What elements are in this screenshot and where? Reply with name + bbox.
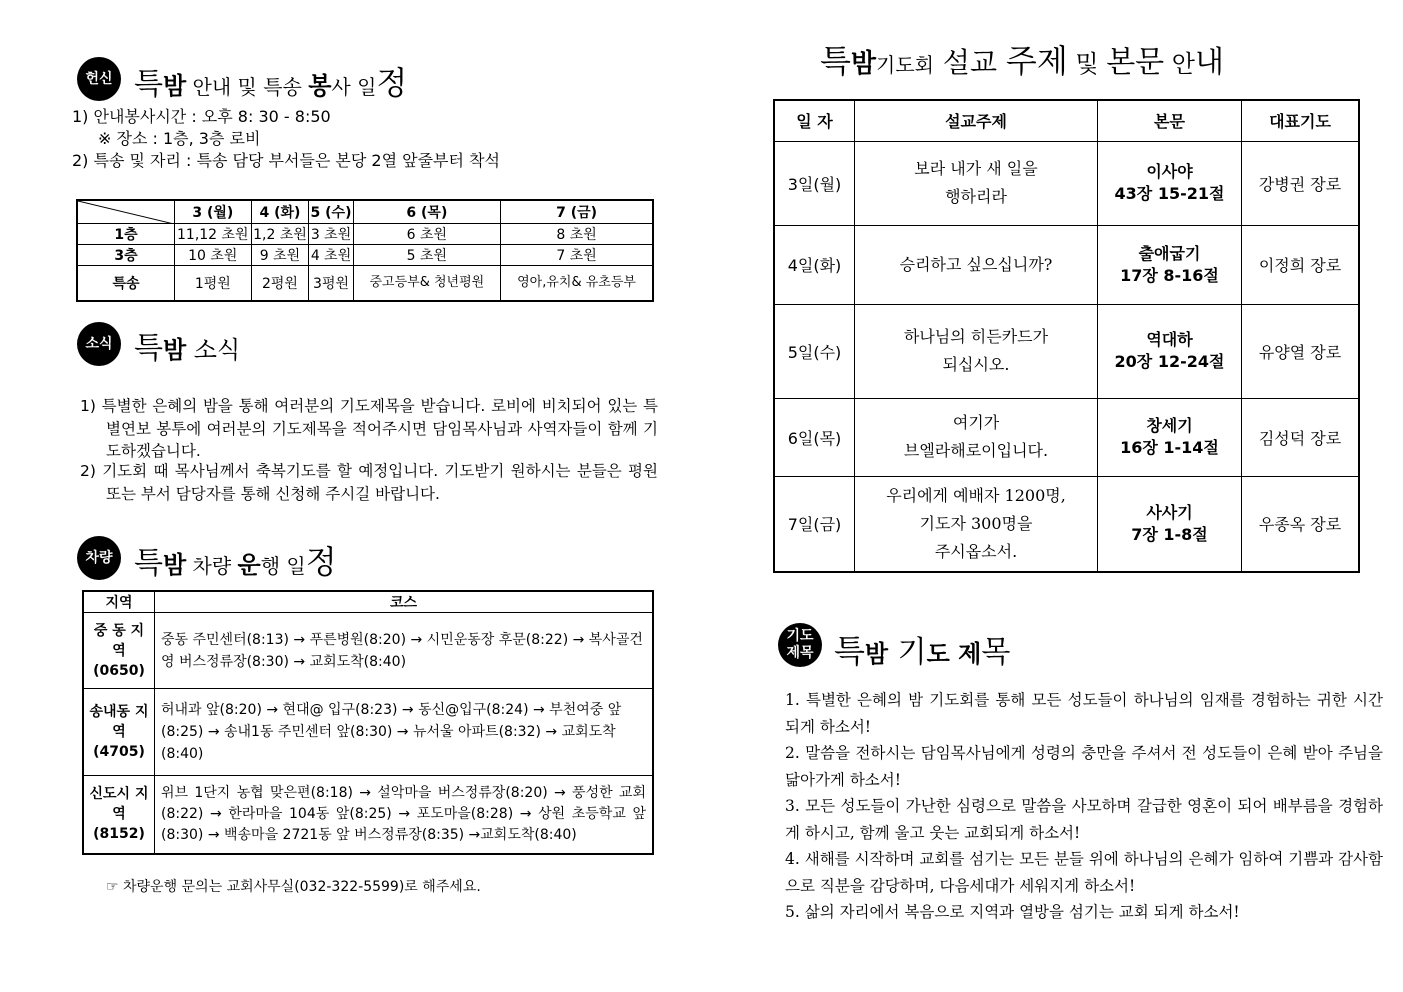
course-cell: 중동 주민센터(8:13) → 푸른병원(8:20) → 시민운동장 후문(8:22) → 복사골건영 버스정류장(8:30) → 교회도착(8:40): [155, 613, 654, 689]
title-part: 소식: [186, 336, 241, 364]
topic-line: 되십시오.: [942, 355, 1010, 374]
title-part: 특: [834, 632, 865, 670]
section-badge-charyang: 차량: [77, 536, 121, 580]
title-part: 밤: [162, 551, 187, 579]
title-part: 목: [981, 635, 1011, 670]
text-cell: [1098, 398, 1242, 476]
course-cell: 위브 1단지 농협 맞은편(8:18) → 설악마을 버스정류장(8:20) → 풍성한 교회(8:22) → 한라마을 104동 앞(8:25) → 포도마을(8:28) → 상원 초등학교 앞(8:30) → 백송마을 2721동 앞 버스정류장(8:35) →교회도착(8:40): [155, 776, 654, 854]
table-row: [774, 398, 1359, 476]
text-line: 이사야: [1146, 162, 1193, 181]
topic-line: 주시옵소서.: [934, 541, 1018, 561]
prayer-item: 5. 삶의 자리에서 복음으로 지역과 열방을 섬기는 교회 되게 하소서!: [785, 903, 1240, 921]
header-prayer: 대표기도: [1242, 100, 1360, 141]
header-text: 본문: [1098, 100, 1242, 141]
title-part: 특: [134, 331, 163, 366]
topic-cell: [855, 141, 1098, 225]
section-title-4: [820, 36, 1224, 82]
row-label: 3층: [77, 244, 175, 265]
section-badge-sosik: 소식: [77, 322, 121, 366]
title-part: 설교: [934, 46, 1006, 79]
topic-cell: [855, 225, 1098, 304]
title-part: 정: [305, 543, 337, 581]
day-header: 3 (월): [175, 200, 252, 223]
cell: 3평원: [309, 265, 353, 301]
bus-route-table: [82, 590, 654, 855]
day-header: 6 (목): [353, 200, 500, 223]
title-part: 사 일: [331, 75, 377, 99]
topic-cell: [855, 398, 1098, 476]
cell: 중고등부& 청년평원: [353, 265, 500, 301]
cell: 1평원: [175, 265, 252, 301]
sermon-table: [773, 99, 1360, 573]
table-corner: [77, 200, 175, 223]
topic-line: 여기가: [952, 413, 1000, 432]
text-line: 16장 1-14절: [1120, 438, 1219, 457]
section-title-1: [134, 58, 407, 104]
table-row: [774, 476, 1359, 572]
bus-inquiry-note: ☞ 차량운행 문의는 교회사무실(032-322-5599)로 해주세요.: [106, 879, 481, 895]
table-row: [77, 244, 653, 265]
text-line: 역대하: [1146, 330, 1193, 349]
text-cell: [1098, 304, 1242, 398]
topic-line: 우리에게 예배자 1200명,: [886, 485, 1066, 505]
prayer-cell: 유양열 장로: [1242, 304, 1360, 398]
text-line: 사사기: [1146, 502, 1193, 522]
title-part: 밤: [162, 336, 187, 364]
region-cell: 중 동 지 역 (0650): [83, 613, 155, 689]
news-item-2: 2) 기도회 때 목사님께서 축복기도를 할 예정입니다. 기도받기 원하시는 분들은 평원 또는 부서 담당자를 통해 신청해 주시길 바랍니다.: [80, 462, 658, 503]
info-line-1: 1) 안내봉사시간 : 오후 8: 30 - 8:50: [72, 107, 331, 126]
text-line: 20장 12-24절: [1114, 352, 1225, 371]
header-course: 코스: [155, 591, 654, 613]
row-label: 특송: [77, 265, 175, 301]
cell: 4 초원: [309, 244, 353, 265]
row-label: 1층: [77, 223, 175, 244]
title-part: 안내 및 특송: [186, 75, 309, 99]
info-line-3: 2) 특송 및 자리 : 특송 담당 부서들은 본당 2열 앞줄부터 착석: [72, 151, 500, 170]
title-part: 안: [1164, 50, 1195, 78]
table-row: [774, 141, 1359, 225]
day-header: 7 (금): [501, 200, 653, 223]
info-line-2: ※ 장소 : 1층, 3층 로비: [98, 129, 261, 148]
date-cell: 7일(금): [774, 476, 855, 572]
title-part: 행 일: [260, 554, 306, 578]
title-part: 특: [134, 67, 163, 102]
prayer-cell: 김성덕 장로: [1242, 398, 1360, 476]
prayer-cell: 강병권 장로: [1242, 141, 1360, 225]
diagonal-line: [78, 201, 174, 224]
topic-line: 행하리라: [945, 187, 1007, 206]
cell: 2평원: [251, 265, 309, 301]
prayer-item: 1. 특별한 은혜의 밤 기도회를 통해 모든 성도들이 하나님의 임재를 경험하는 귀한 시간 되게 하소서!: [785, 691, 1383, 736]
text-cell: [1098, 225, 1242, 304]
topic-line: 브엘라해로이입니다.: [903, 441, 1049, 460]
table-row: [774, 304, 1359, 398]
cell: 5 초원: [353, 244, 500, 265]
text-line: 43장 15-21절: [1114, 184, 1225, 203]
prayer-item: 4. 새해를 시작하며 교회를 섬기는 모든 분들 위에 하나님의 은혜가 임하여 기쁨과 감사함으로 직분을 감당하며, 다음세대가 세워지게 하소서!: [785, 850, 1383, 895]
date-cell: 5일(수): [774, 304, 855, 398]
cell: 9 초원: [251, 244, 309, 265]
header-region: 지역: [83, 591, 155, 613]
prayer-item: 2. 말씀을 전하시는 담임목사님에게 성령의 충만을 주셔서 전 성도들이 은혜 받아 주님을 닮아가게 하소서!: [785, 744, 1383, 789]
topic-cell: [855, 476, 1098, 572]
cell: 3 초원: [309, 223, 353, 244]
text-cell: [1098, 476, 1242, 572]
cell: 1,2 초원: [251, 223, 309, 244]
text-line: 창세기: [1146, 416, 1193, 435]
topic-line: 기도자 300명을: [919, 513, 1033, 533]
table-row: [83, 613, 653, 689]
date-cell: 4일(화): [774, 225, 855, 304]
title-part: 기도회: [876, 53, 935, 77]
table-row: [83, 776, 653, 854]
title-part: 특: [820, 42, 851, 80]
cell: 7 초원: [501, 244, 653, 265]
prayer-cell: 이정희 장로: [1242, 225, 1360, 304]
title-part: 내: [1195, 45, 1224, 80]
cell: 11,12 초원: [175, 223, 252, 244]
header-date: 일 자: [774, 100, 855, 141]
text-cell: [1098, 141, 1242, 225]
title-part: 기: [888, 635, 927, 670]
date-cell: 3일(월): [774, 141, 855, 225]
prayer-cell: 우종옥 장로: [1242, 476, 1360, 572]
special-song-table: [76, 199, 654, 302]
title-part: 정: [376, 64, 408, 102]
date-cell: 6일(목): [774, 398, 855, 476]
day-header: 4 (화): [251, 200, 309, 223]
title-part: 제: [949, 640, 982, 668]
header-topic: 설교주제: [855, 100, 1098, 141]
title-part: 밤: [864, 640, 889, 668]
cell: 8 초원: [501, 223, 653, 244]
section-title-2: [134, 323, 240, 367]
title-part: 주제: [1005, 42, 1068, 80]
title-part: 밤: [850, 49, 877, 79]
section-badge-heonsin: 헌신: [77, 57, 121, 101]
text-line: 출애굽기: [1138, 243, 1201, 263]
text-line: 17장 8-16절: [1120, 265, 1219, 285]
title-part: 밤: [162, 72, 187, 100]
title-part: 운: [237, 551, 261, 579]
prayer-list: [785, 687, 1383, 926]
region-cell: 송내동 지 역 (4705): [83, 689, 155, 776]
prayer-item: 3. 모든 성도들이 가난한 심령으로 말씀을 사모하며 갈급한 영혼이 되어 배부름을 경험하게 하시고, 함께 울고 웃는 교회되게 하소서!: [785, 797, 1383, 842]
section-title-5: [834, 626, 1010, 672]
table-row: [774, 225, 1359, 304]
title-part: 도: [926, 640, 950, 668]
day-header: 5 (수): [309, 200, 353, 223]
table-row: [83, 689, 653, 776]
table-row: [77, 265, 653, 301]
title-part: 차량: [186, 554, 238, 578]
title-part: 특: [134, 546, 163, 581]
cell: 6 초원: [353, 223, 500, 244]
region-cell: 신도시 지 역 (8152): [83, 776, 155, 854]
section-badge-gidojemok: 기도 제목: [778, 623, 822, 667]
text-line: 7장 1-8절: [1131, 524, 1208, 544]
topic-line: 하나님의 히든카드가: [903, 327, 1049, 346]
cell: 10 초원: [175, 244, 252, 265]
topic-cell: [855, 304, 1098, 398]
cell: 영아,유치& 유초등부: [501, 265, 653, 301]
title-part: 본문: [1106, 45, 1165, 80]
title-part: 및: [1067, 50, 1107, 78]
course-cell: 허내과 앞(8:20) → 현대@ 입구(8:23) → 동신@입구(8:24) → 부천여중 앞(8:25) → 송내1동 주민센터 앞(8:30) → 뉴서울 아파트(8:32) → 교회도착(8:40): [155, 689, 654, 776]
topic-line: 보라 내가 새 일을: [914, 159, 1038, 178]
table-row: [77, 223, 653, 244]
title-part: 봉: [308, 72, 332, 100]
news-item-1: 1) 특별한 은혜의 밤을 통해 여러분의 기도제목을 받습니다. 로비에 비치되어 있는 특별연보 봉투에 여러분의 기도제목을 적어주시면 담임목사님과 사역자들이 함께 기도하겠습니다.: [80, 397, 658, 460]
topic-line: 승리하고 싶으십니까?: [899, 254, 1053, 274]
section-title-3: [134, 537, 337, 583]
